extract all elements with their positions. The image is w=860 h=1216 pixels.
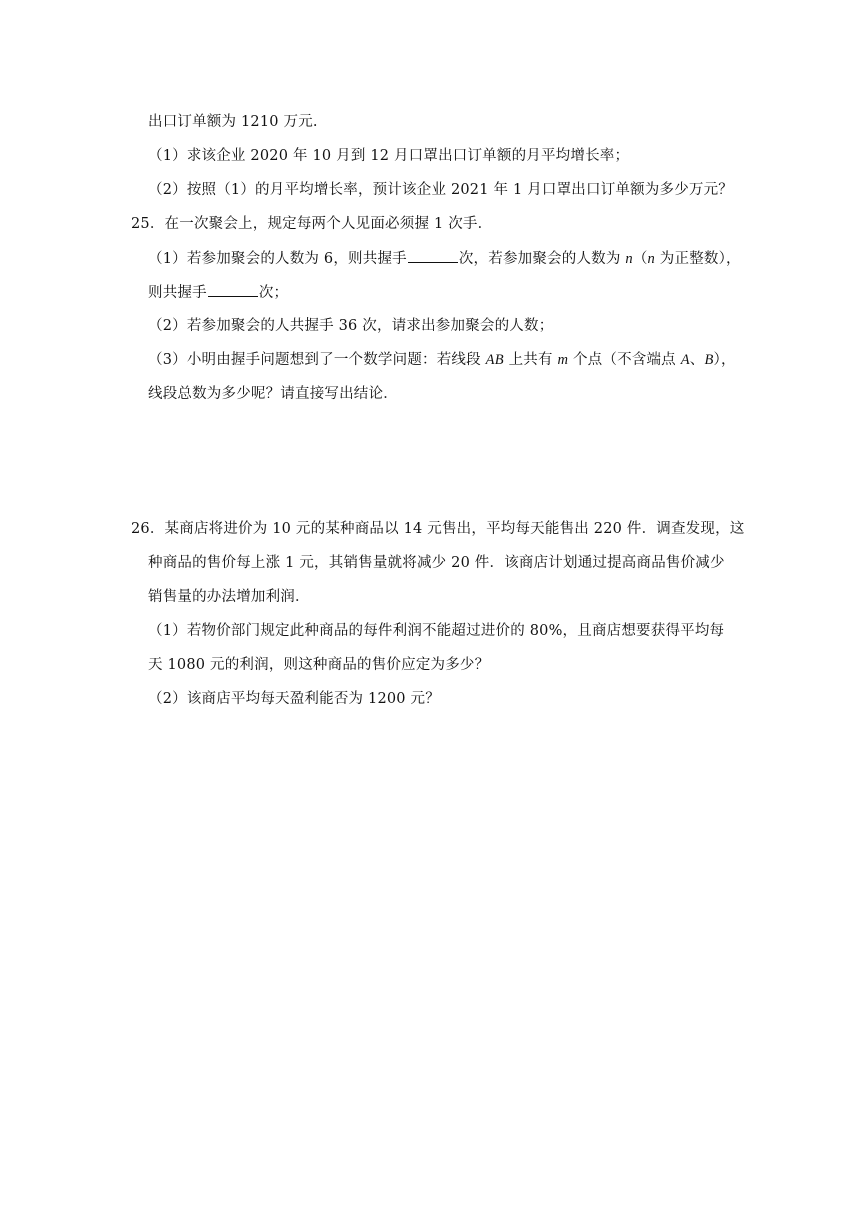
q25-p1-text-c: （ bbox=[632, 251, 648, 267]
q25-p3-text-a: （3）小明由握手问题想到了一个数学问题：若线段 bbox=[148, 352, 486, 368]
q26-stem-line-2: 种商品的售价每上涨 1 元，其销售量就将减少 20 件．该商店计划通过提高商品售价减少 bbox=[148, 555, 725, 571]
variable-m: m bbox=[557, 352, 569, 368]
point-b: B bbox=[704, 352, 714, 368]
q25-part-1-line-1 bbox=[148, 248, 741, 269]
q25-p3-text-b: 上共有 bbox=[503, 352, 558, 368]
q25-part-3-line-2: 线段总数为多少呢？请直接写出结论． bbox=[148, 386, 398, 402]
q26-stem-line-1: 26．某商店将进价为 10 元的某种商品以 14 元售出，平均每天能售出 220 件．调查发现，这 bbox=[131, 521, 745, 537]
q25-p3-text-d: 、 bbox=[689, 352, 705, 368]
q26-stem-line-3: 销售量的办法增加利润． bbox=[148, 589, 310, 605]
q25-p1-text-e: 则共握手 bbox=[148, 285, 207, 301]
q25-p1-text-f: 次； bbox=[258, 285, 289, 301]
q25-stem: 25．在一次聚会上，规定每两个人见面必须握 1 次手． bbox=[131, 216, 493, 232]
q25-part-1-line-2 bbox=[148, 282, 288, 303]
answer-blank[interactable] bbox=[208, 282, 258, 297]
q25-part-3-line-1 bbox=[148, 350, 736, 370]
q25-part-2: （2）若参加聚会的人共握手 36 次，请求出参加聚会的人数； bbox=[148, 318, 554, 334]
q24-part-2: （2）按照（1）的月平均增长率，预计该企业 2021 年 1 月口罩出口订单额为多少万元？ bbox=[148, 182, 734, 198]
answer-blank[interactable] bbox=[408, 248, 458, 263]
q26-part-1-line-1: （1）若物价部门规定此种商品的每件利润不能超过进价的 80%，且商店想要获得平均每 bbox=[148, 623, 725, 639]
variable-n: n bbox=[625, 251, 633, 267]
q25-p1-text-b: 次，若参加聚会的人数为 bbox=[458, 251, 626, 267]
q24-part-1: （1）求该企业 2020 年 10 月到 12 月口罩出口订单额的月平均增长率； bbox=[148, 148, 630, 164]
q25-p3-text-c: 个点（不含端点 bbox=[568, 352, 681, 368]
q25-p1-text-a: （1）若参加聚会的人数为 6，则共握手 bbox=[148, 251, 407, 267]
q24-continuation-line: 出口订单额为 1210 万元. bbox=[148, 114, 318, 130]
variable-n: n bbox=[647, 251, 655, 267]
q25-p3-text-e: ）， bbox=[713, 352, 736, 368]
point-a: A bbox=[680, 352, 690, 368]
q26-part-1-line-2: 天 1080 元的利润，则这种商品的售价应定为多少？ bbox=[148, 657, 490, 673]
q26-part-2: （2）该商店平均每天盈利能否为 1200 元？ bbox=[148, 691, 440, 707]
q25-p1-text-d: 为正整数）， bbox=[654, 251, 741, 267]
segment-ab: AB bbox=[485, 352, 504, 368]
